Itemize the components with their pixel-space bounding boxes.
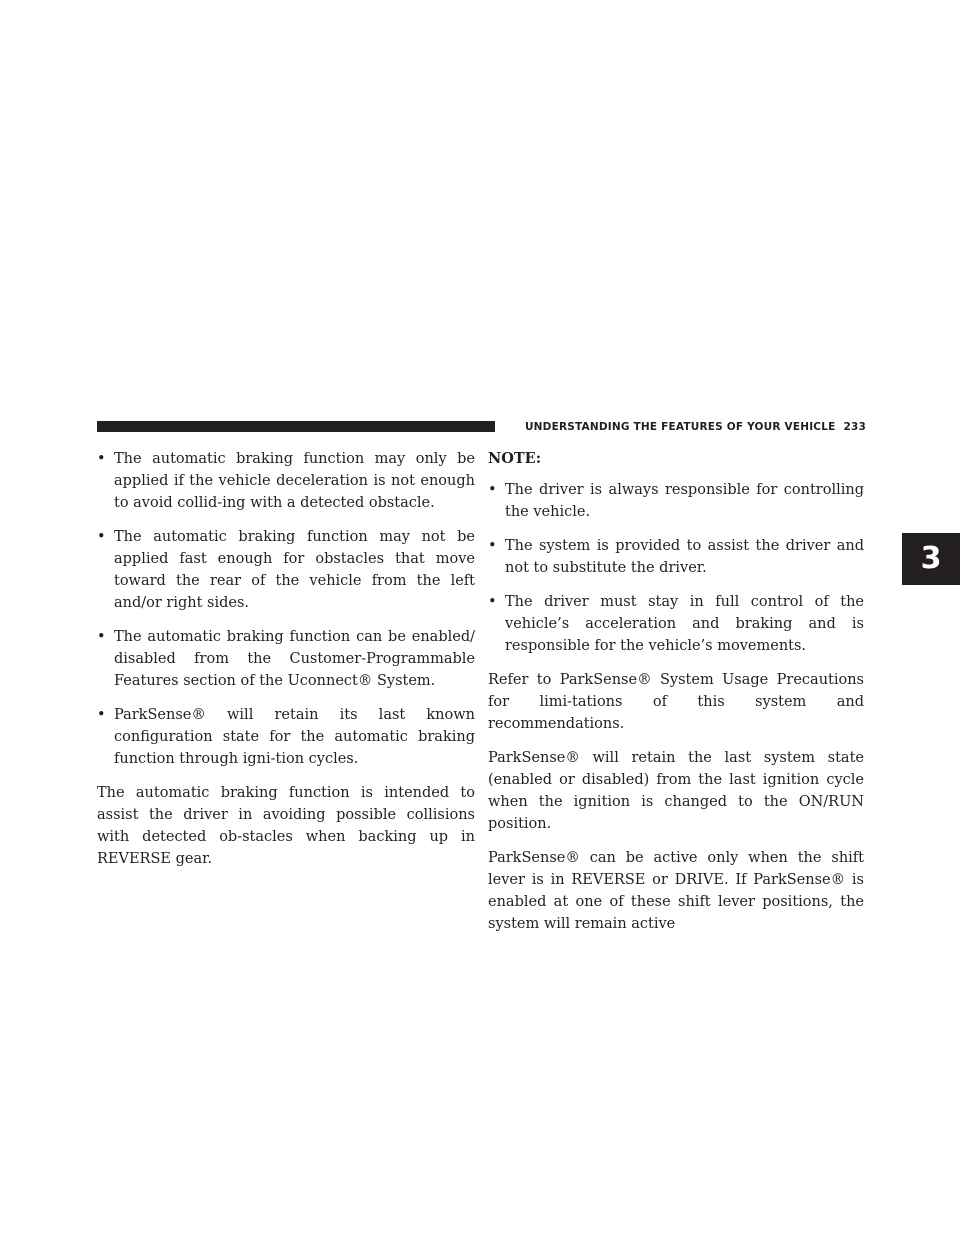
page-number: 233 (843, 421, 866, 433)
bullet-icon: • (488, 538, 497, 554)
list-item-text: The automatic braking function may only be applied if the vehicle deceleration is not enough to avoid collid-ing with a detected obstacle. (114, 451, 475, 511)
header-rule (97, 421, 495, 432)
right-column (488, 448, 864, 947)
list-item-text: The automatic braking function may not be applied fast enough for obstacles that move toward the rear of the vehicle from the left and/or right sides. (114, 529, 475, 611)
list-item (97, 704, 475, 770)
note-label: NOTE: (488, 450, 542, 467)
bullet-icon: • (97, 529, 106, 545)
body-paragraph: Refer to ParkSense® System Usage Precautions for limi-tations of this system and recommendations. (488, 672, 864, 732)
left-column (97, 448, 475, 882)
list-item (488, 591, 864, 657)
bullet-icon: • (97, 707, 106, 723)
chapter-tab: 3 (902, 533, 960, 585)
list-item-text: The automatic braking function can be enabled/ disabled from the Customer-Programmable Features section of the Uconnect® System. (114, 629, 475, 689)
list-item-text: The driver must stay in full control of the vehicle’s acceleration and braking and is responsible for the vehicle’s movements. (505, 594, 864, 654)
running-header (506, 420, 866, 434)
bullet-icon: • (488, 482, 497, 498)
list-item (97, 448, 475, 514)
body-paragraph: ParkSense® will retain the last system state (enabled or disabled) from the last ignition cycle when the ignition is changed to the ON/RUN position. (488, 750, 864, 832)
bullet-icon: • (488, 594, 497, 610)
body-paragraph: ParkSense® can be active only when the shift lever is in REVERSE or DRIVE. If ParkSense® is enabled at one of these shift lever positions, the system will remain active (488, 850, 864, 932)
list-item (488, 479, 864, 523)
list-item (97, 626, 475, 692)
list-item-text: The driver is always responsible for controlling the vehicle. (505, 482, 864, 520)
bullet-icon: • (97, 451, 106, 467)
list-item (488, 535, 864, 579)
list-item-text: ParkSense® will retain its last known configuration state for the automatic braking function through igni-tion cycles. (114, 707, 475, 767)
list-item-text: The system is provided to assist the driver and not to substitute the driver. (505, 538, 864, 576)
bullet-icon: • (97, 629, 106, 645)
body-paragraph: The automatic braking function is intended to assist the driver in avoiding possible collisions with detected ob-stacles when backing up in REVERSE gear. (97, 785, 475, 867)
list-item (97, 526, 475, 614)
section-title: UNDERSTANDING THE FEATURES OF YOUR VEHICLE (524, 421, 836, 433)
